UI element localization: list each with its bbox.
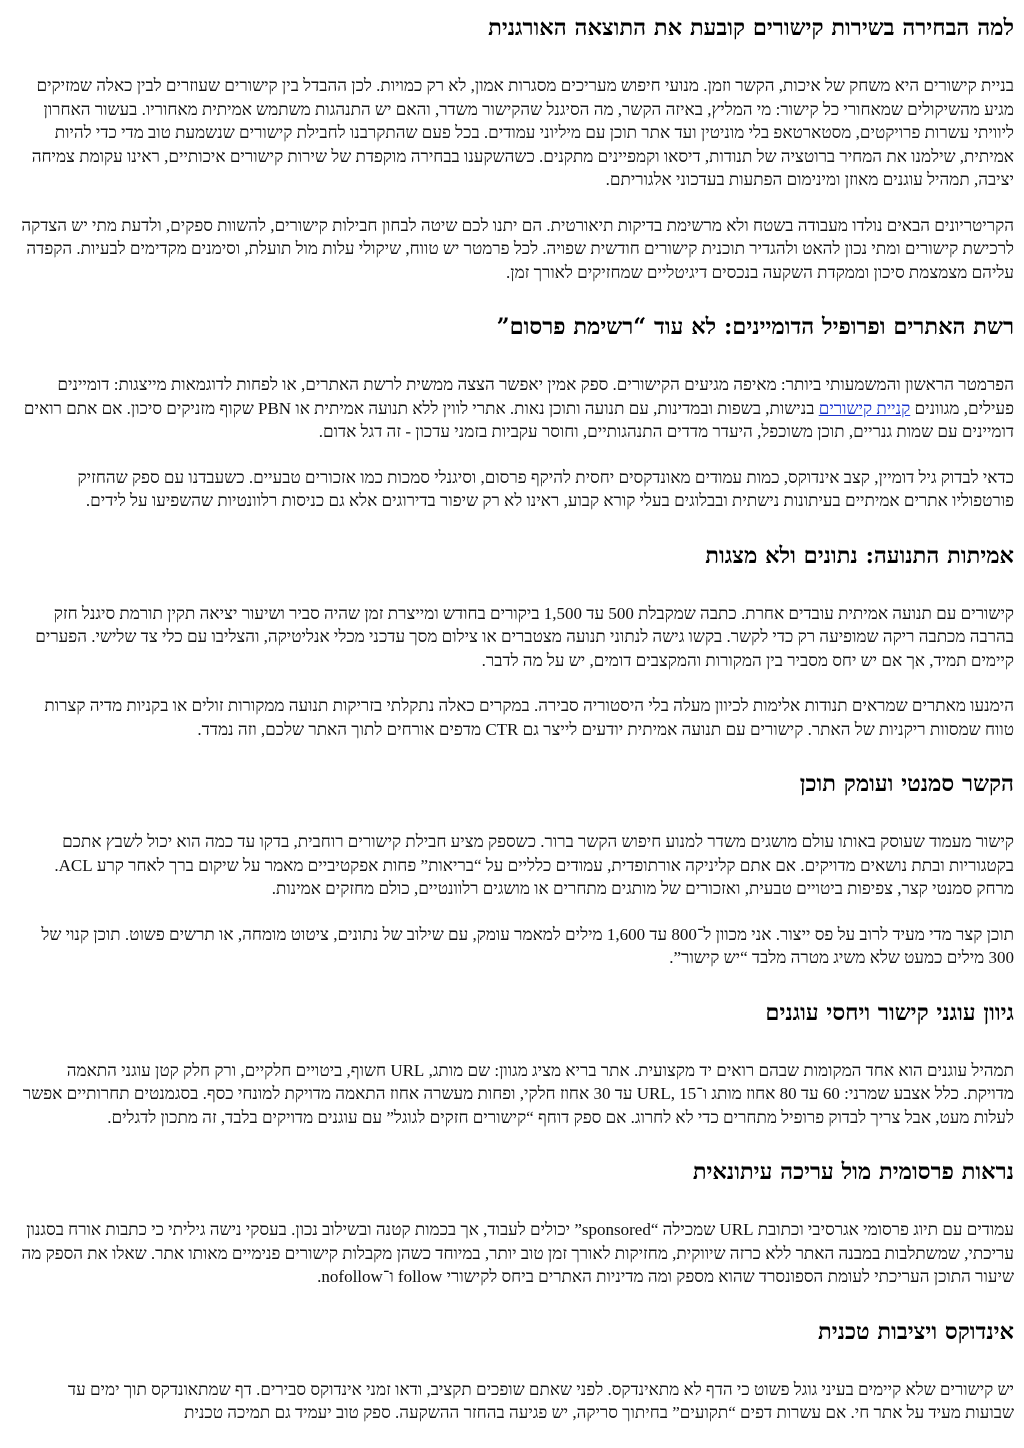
page-title: למה הבחירה בשירות קישורים קובעת את התוצאה האורגנית [488, 15, 1014, 41]
network-paragraph-1 [20, 373, 1014, 444]
intro-paragraph-1: בניית קישורים היא משחק של איכות, הקשר וזמן. מנועי חיפוש מעריכים מסגרות אמון, לא רק כמויות. לכן ההבדל בין קישורים שעוזרים לבין כאלה שמזיקים מגיע מהשיקולים שמאחורי כל קישור: מי המליץ, באיזה הקשר, מה הסיגנל שהקישור משדר, והאם יש התנהגות משתמש אמיתית מאחוריו. בעשור האחרון ליוויתי עשרות פרויקטים, מסטארטאפ בלי מוניטין ועד אתר תוכן עם מיליוני עמודים. בכל פעם שהתקרבנו לחבילת קישורים שנשמעת טוב מדי כדי להיות אמיתית, שילמנו את המחיר ברוטציה של תנודות, דיסאו וקמפיינים מתקנים. כשהשקענו בבחירה מוקפדת של שירות קישורים איכותיים, ראינו עקומת צמיחה יציבה, תמהיל עוגנים מאוזן ומינימום הפתעות בעדכוני אלגוריתם. [31, 76, 1014, 189]
sponsored-paragraph-1: עמודים עם תיוג פרסומי אגרסיבי וכתובת URL שמכילה “sponsored” יכולים לעבוד, אך בכמות קטנה ובשילוב נכון. בעסקי נישה גיליתי כי כתבות אורח בסגנון עריכתי, שמשתלבות במבנה האתר ללא כרזה שיווקית, מחזיקות לאורך זמן טוב יותר, במיוחד כשהן מקבלות קישורים פנימיים מאותו אתר. שאלו את הספק מה שיעור התוכן העריכתי לעומת הספונסרד שהוא מספק ומה מדיניות האתרים ביחס לקישורי follow ו־nofollow. [21, 1220, 1014, 1286]
section-heading-indexing: אינדוקס ויציבות טכנית [818, 1318, 1014, 1345]
network-paragraph-1-start: הפרמטר הראשון והמשמעותי ביותר: מאיפה מגיעים הקישורים. ספק אמין יאפשר הצצה ממשית לרשת האתרים, או לפחות לדוגמאות מייצגות: דומיינים פעילים, מגוונים [57, 375, 1014, 418]
intro-paragraph-2: הקריטריונים הבאים נולדו מעבודה בשטח ולא מרשימת בדיקות תיאורטית. הם יתנו לכם שיטה לבחון חבילות קישורים, להשוות ספקים, ולדעת מתי יש הצדקה לרכישת קישורים ומתי נכון להאט ולהגדיר תוכנית קישורים חודשית שפויה. לכל פרמטר יש טווח, שיקולי עלות מול תועלת, וסימנים מקדימים לבעיות. הקפדה עליהם מצמצמת סיכון וממקדת השקעה בנכסים דיגיטליים שמחזיקים לאורך זמן. [21, 215, 1014, 282]
network-paragraph-1-end: בנישות, בשפות ובמדינות, עם תנועה ותוכן נאות. אתרי לווין ללא תנועה אמיתית או PBN שקוף מזניקים סיכון. אם אתם רואים דומיינים עם שמות גנריים, תוכן משוכפל, היעדר מדדים התנהגותיים, וחוסר עקביות בזמני עדכון - זה דגל אדום. [23, 398, 1014, 441]
indexing-paragraph-1: יש קישורים שלא קיימים בעיני גוגל פשוט כי הדף לא מתאינדקס. לפני שאתם שופכים תקציב, ודאו זמני אינדוקס סבירים. דף שמתאונדקס תוך ימים עד שבועות מעיד על אתר חי. אם עשרות דפים “תקועים” בחיתוך סריקה, יש פגיעה בהחזר ההשקעה. ספק טוב יעמיד גם תמיכה טכנית [67, 1379, 1014, 1422]
traffic-paragraph-2: הימנעו מאתרים שמראים תנודות אלימות לכיוון מעלה בלי היסטוריה סבירה. במקרים כאלה נתקלתי בזריקות תנועה ממקורות זולים או בקניות מדיה קצרות טווח שמסוות ריקניות של האתר. קישורים עם תנועה אמיתית יודעים לייצר גם CTR מדפים אורחים לתוך האתר שלכם, וזה נמדד. [44, 696, 1014, 739]
section-heading-network: רשת האתרים ופרופיל הדומיינים: לא עוד “רשימת פרסום” [496, 314, 1014, 340]
semantic-paragraph-1: קישור מעמוד שעוסק באותו עולם מושגים משדר למנוע חיפוש הקשר ברור. כשספק מציע חבילת קישורים רוחבית, בדקו עד כמה הוא יכול לשבץ אתכם בקטגוריות ובתת נושאים מדויקים. אם אתם קליניקה אורתופדית, עמודים כלליים על “בריאות” פחות אפקטיביים מאמר על שיקום ברך לאחר קרע ACL. מרחק סמנטי קצר, צפיפות ביטויים טבעית, ואזכורים של מותגים מתחרים או מושגים רלוונטיים, כולם מחזקים אמינות. [54, 832, 1014, 898]
network-paragraph-2: כדאי לבדוק גיל דומיין, קצב אינדוקס, כמות עמודים מאונדקסים יחסית להיקף פרסום, וסיגנלי סמכות כמו אזכורים טבעיים. כשעבדנו עם ספק שהחזיק פורטפוליו אתרים אמיתיים בעיתונות נישתית ובבלוגים בעלי קורא קבוע, ראינו לא רק שיפור בדירוגים אלא גם כניסות רלוונטיות שהשפיעו על לידים. [77, 467, 1014, 510]
traffic-paragraph-1: קישורים עם תנועה אמיתית עובדים אחרת. כתבה שמקבלת 500 עד 1,500 ביקורים בחודש ומייצרת זמן שהיה סביר ושיעור יציאה תקין תורמת סיגנל חזק בהרבה מכתבה ריקה שמופיעה רק כדי לקשר. בקשו גישה לנתוני תנועה מצטברים או צילום מסך עדכני מכלי אנליטיקה, והצליבו עם כלי צד שלישי. הפערים קיימים תמיד, אך אם יש יחס מסביר בין המקורות והמקצבים דומים, יש על מה לדבר. [35, 603, 1014, 670]
section-heading-semantic: הקשר סמנטי ועומק תוכן [799, 771, 1014, 797]
section-heading-traffic: אמיתות התנועה: נתונים ולא מצגות [705, 542, 1014, 569]
semantic-paragraph-2: תוכן קצר מדי מעיד לרוב על פס ייצור. אני מכוון ל־800 עד 1,600 מילים למאמר עומק, עם שילוב של נתונים, ציטוט מומחה, או תרשים פשוט. תוכן קנוי של 300 מילים כמעט שלא משיג מטרה מלבד “יש קישור”. [41, 924, 1014, 967]
section-heading-sponsored: נראות פרסומית מול עריכה עיתונאית [692, 1159, 1014, 1185]
section-heading-anchors: גיוון עוגני קישור ויחסי עוגנים [765, 999, 1014, 1026]
anchors-paragraph-1: תמהיל עוגנים הוא אחד המקומות שבהם רואים יד מקצועית. אתר בריא מציג מגוון: שם מותג, URL חשוף, ביטויים חלקיים, ורק חלק קטן עוגני התאמה מדויקת. כלל אצבע שמרני: 60 עד 80 אחוז מותג ו־URL, 15 עד 30 אחוז חלקי, ופחות מעשרה אחוז התאמה מדויקת למונחי כסף. בסגמנטים תחרותיים אפשר לעלות מעט, אבל צריך לבדוק פרופיל מתחרים כדי לא לחרוג. אם ספק דוחף “קישורים חזקים לגוגל” עם עוגנים מדויקים בלבד, זה מתכון לדגלים. [22, 1060, 1014, 1127]
buy-links-link[interactable]: קניית קישורים [818, 398, 911, 418]
